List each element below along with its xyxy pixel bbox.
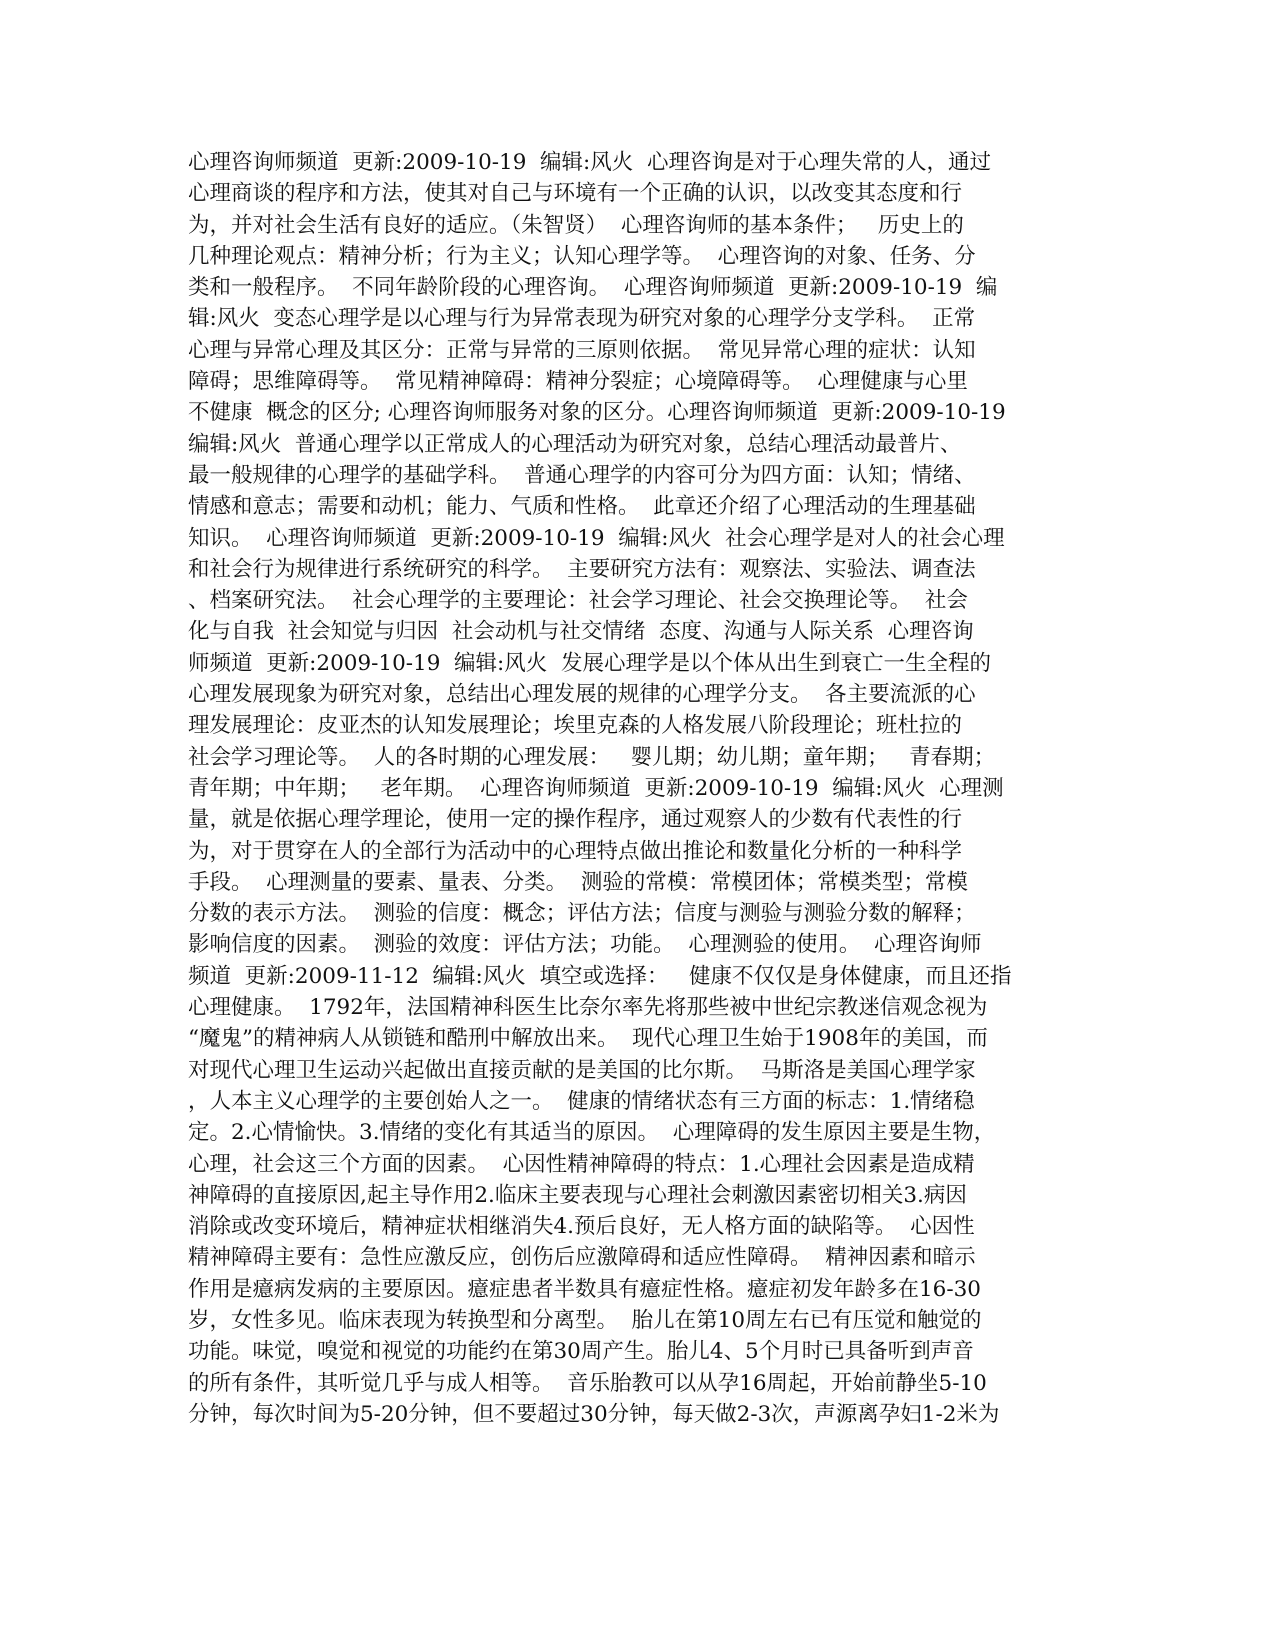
text-line: 精神障碍主要有：急性应激反应，创伤后应激障碍和适应性障碍。 精神因素和暗示 [188,1245,976,1271]
text-line: 几种理论观点：精神分析；行为主义；认知心理学等。 心理咨询的对象、任务、分 [188,243,976,269]
text-line: 量，就是依据心理学理论，使用一定的操作程序，通过观察人的少数有代表性的行 [188,807,963,833]
text-line: ，人本主义心理学的主要创始人之一。 健康的情绪状态有三方面的标志：1.情绪稳 [188,1088,975,1114]
text-line: 青年期；中年期； 老年期。 心理咨询师频道 更新:2009-10-19 编辑:风火 心理测 [188,775,1004,801]
text-line: 辑:风火 变态心理学是以心理与行为异常表现为研究对象的心理学分支学科。 正常 [188,306,976,332]
text-line: 最一般规律的心理学的基础学科。 普通心理学的内容可分为四方面：认知；情绪、 [188,462,976,488]
text-line: 影响信度的因素。 测验的效度：评估方法；功能。 心理测验的使用。 心理咨询师 [188,932,982,958]
text-line: 为，并对社会生活有良好的适应。（朱智贤） 心理咨询师的基本条件； 历史上的 [188,212,964,238]
text-line: 、档案研究法。 社会心理学的主要理论：社会学习理论、社会交换理论等。 社会 [188,588,968,614]
text-line: 理发展理论：皮亚杰的认知发展理论；埃里克森的人格发展八阶段理论；班杜拉的 [188,713,963,739]
text-line: 心理咨询师频道 更新:2009-10-19 编辑:风火 心理咨询是对于心理失常的人，通过 [188,150,991,175]
text-line: 消除或改变环境后，精神症状相继消失4.预后良好，无人格方面的缺陷等。 心因性 [188,1214,975,1240]
text-line: 的所有条件，其听觉几乎与成人相等。 音乐胎教可以从孕16周起，开始前静坐5-10 [188,1370,987,1396]
text-line: 化与自我 社会知觉与归因 社会动机与社交情绪 态度、沟通与人际关系 心理咨询 [188,619,974,645]
text-line: 心理健康。 1792年，法国精神科医生比奈尔率先将那些被中世纪宗教迷信观念视为 [188,995,988,1021]
text-line: 社会学习理论等。 人的各时期的心理发展： 婴儿期；幼儿期；童年期； 青春期； [188,744,996,770]
text-line: 神障碍的直接原因,起主导作用2.临床主要表现与心理社会刺激因素密切相关3.病因 [188,1182,967,1208]
text-line: 编辑:风火 普通心理学以正常成人的心理活动为研究对象，总结心理活动最普片、 [188,431,962,457]
text-line: 功能。味觉，嗅觉和视觉的功能约在第30周产生。胎儿4、5个月时已具备听到声音 [188,1339,974,1365]
text-line: 师频道 更新:2009-10-19 编辑:风火 发展心理学是以个体从出生到衰亡一生全程的 [188,650,991,676]
text-line: 和社会行为规律进行系统研究的科学。 主要研究方法有：观察法、实验法、调查法 [188,556,976,582]
text-line: 岁，女性多见。临床表现为转换型和分离型。 胎儿在第10周左右已有压觉和触觉的 [188,1307,982,1333]
text-line: 心理商谈的程序和方法，使其对自己与环境有一个正确的认识，以改变其态度和行 [188,181,963,207]
body-text [188,147,1088,1430]
text-line: 障碍；思维障碍等。 常见精神障碍：精神分裂症；心境障碍等。 心理健康与心里 [188,369,968,395]
text-line: 情感和意志；需要和动机；能力、气质和性格。 此章还介绍了心理活动的生理基础 [188,494,976,520]
text-line: 心理与异常心理及其区分：正常与异常的三原则依据。 常见异常心理的症状：认知 [188,337,976,363]
text-line: 不健康 概念的区分; 心理咨询师服务对象的区分。心理咨询师频道 更新:2009-10-19 [188,400,1006,426]
text-line: 类和一般程序。 不同年龄阶段的心理咨询。 心理咨询师频道 更新:2009-10-19 编 [188,275,998,301]
text-line: 手段。 心理测量的要素、量表、分类。 测验的常模：常模团体；常模类型；常模 [188,869,968,895]
text-line: 频道 更新:2009-11-12 编辑:风火 填空或选择： 健康不仅仅是身体健康，而且还指 [188,963,1012,989]
text-line: 作用是癔病发病的主要原因。癔症患者半数具有癔症性格。癔症初发年龄多在16-30 [188,1276,981,1302]
text-line: 分数的表示方法。 测验的信度：概念；评估方法；信度与测验与测验分数的解释； [188,901,976,927]
text-line: 心理发展现象为研究对象，总结出心理发展的规律的心理学分支。 各主要流派的心 [188,682,976,708]
text-line: 分钟，每次时间为5-20分钟，但不要超过30分钟，每天做2-3次，声源离孕妇1-2米为 [188,1401,1000,1427]
text-line: 心理，社会这三个方面的因素。 心因性精神障碍的特点：1.心理社会因素是造成精 [188,1151,975,1177]
text-line: 知识。 心理咨询师频道 更新:2009-10-19 编辑:风火 社会心理学是对人的社会心理 [188,525,1005,551]
text-line: 定。2.心情愉快。3.情绪的变化有其适当的原因。 心理障碍的发生原因主要是生物， [188,1120,996,1146]
text-line: 为，对于贯穿在人的全部行为活动中的心理特点做出推论和数量化分析的一种科学 [188,838,963,864]
text-line: “魔鬼”的精神病人从锁链和酷刑中解放出来。 现代心理卫生始于1908年的美国，而 [188,1026,988,1052]
text-line: 对现代心理卫生运动兴起做出直接贡献的是美国的比尔斯。 马斯洛是美国心理学家 [188,1057,976,1083]
